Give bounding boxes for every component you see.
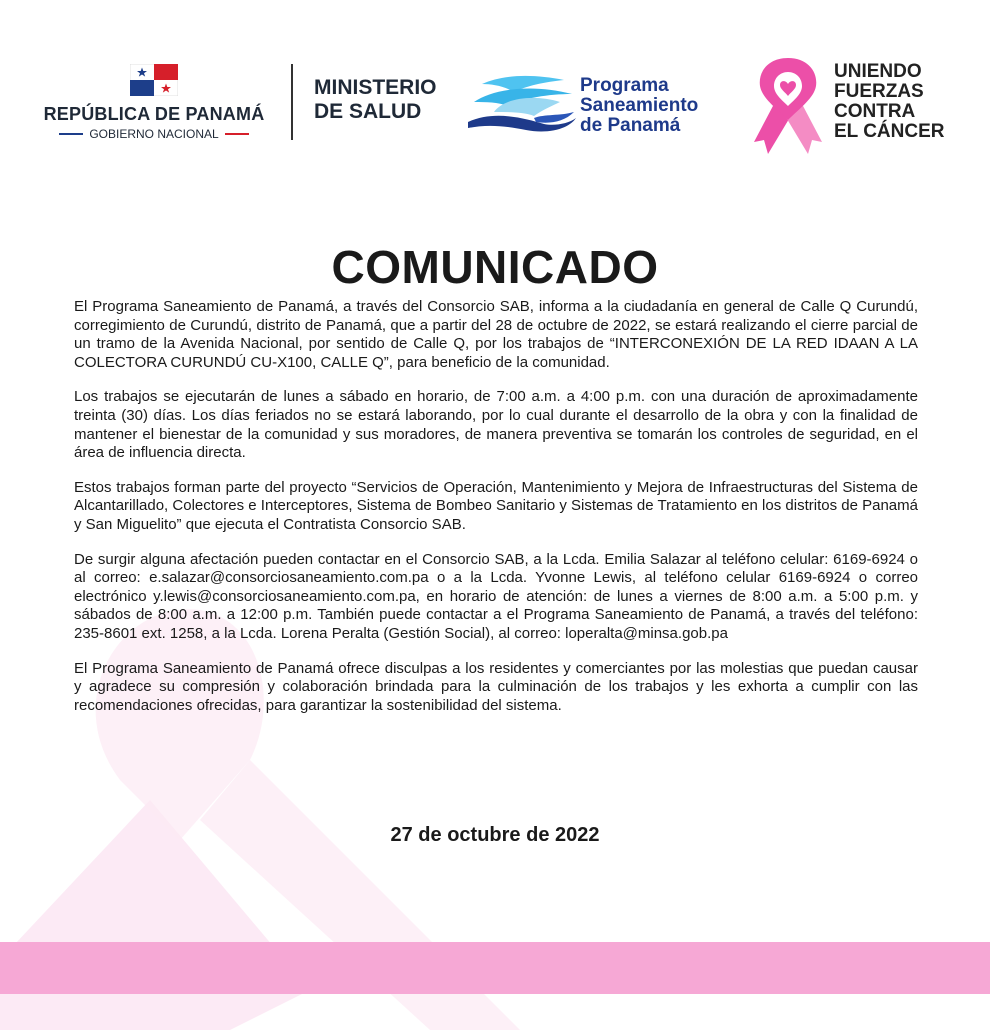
program-line-1: Programa xyxy=(580,75,669,96)
ministry-line-1: MINISTERIO xyxy=(314,76,437,99)
pink-ribbon-heart-icon xyxy=(746,50,830,158)
bottom-pink-stripe xyxy=(0,942,990,994)
campaign-line-1: UNIENDO xyxy=(834,61,922,82)
campaign-name xyxy=(834,62,945,142)
campaign-line-3: CONTRA xyxy=(834,101,916,122)
campaign-line-2: FUERZAS xyxy=(834,81,924,102)
government-subtitle-text: GOBIERNO NACIONAL xyxy=(89,127,219,141)
program-name xyxy=(580,76,698,136)
ministry-line-2: DE SALUD xyxy=(314,100,422,123)
program-line-3: de Panamá xyxy=(580,115,681,136)
communique-body xyxy=(74,298,918,731)
paragraph-1: El Programa Saneamiento de Panamá, a través del Consorcio SAB, informa a la ciudadanía en general de Calle Q Curundú, corregimiento de Curundú, distrito de Panamá, que a partir del 28 de octubre de 2022, se estará realizando el cierre parcial de un tramo de la Avenida Nacional, por sentido de Calle Q, por los trabajos de “INTERCONEXIÓN DE LA RED IDAAN A LA COLECTORA CURUNDÚ CU-X100, CALLE Q”, para beneficio de la comunidad. xyxy=(74,298,918,371)
campaign-line-4: EL CÁNCER xyxy=(834,121,945,142)
dolphin-waves-logo-icon xyxy=(464,72,580,136)
red-dash xyxy=(225,133,249,135)
panama-flag-icon xyxy=(130,64,178,96)
blue-dash xyxy=(59,133,83,135)
ministry-of-health-name xyxy=(314,76,437,124)
paragraph-5: El Programa Saneamiento de Panamá ofrece disculpas a los residentes y comerciantes por las molestias que puedan causar y agradece su compresión y colaboración brindada para la culminación de los trabajos y les exhorta a cumplir con las recomendaciones ofrecidas, para garantizar la sostenibilidad del sistema. xyxy=(74,659,918,714)
program-line-2: Saneamiento xyxy=(580,95,699,116)
paragraph-3: Estos trabajos forman parte del proyecto “Servicios de Operación, Mantenimiento y Mejora de Infraestructuras del Sistema de Alcantarillado, Colectores e Interceptores, Sistema de Bombeo Sanitario y Sistemas de Tratamiento en los distritos de Panamá y San Miguelito” que ejecuta el Contratista Consorcio SAB. xyxy=(74,478,918,533)
header-logos xyxy=(0,0,990,170)
government-subtitle xyxy=(52,127,256,141)
paragraph-4: De surgir alguna afectación pueden contactar en el Consorcio SAB, a la Lcda. Emilia Salazar al teléfono celular: 6169-6924 o al correo: e.salazar@consorciosaneamiento.com.pa o a la Lcda. Yvonne Lewis, al teléfono celular 6169-6924 o correo electrónico y.lewis@consorciosaneamiento.com.pa, en horario de atención: de lunes a viernes de 8:00 a.m. a 5:00 p.m. y sábados de 8:00 a.m. a 12:00 p.m. También puede contactar a el Programa Saneamiento de Panamá, a través del teléfono: 235-8601 ext. 1258, a la Lcda. Lorena Peralta (Gestión Social), al correo: loperalta@minsa.gob.pa xyxy=(74,550,918,642)
paragraph-2: Los trabajos se ejecutarán de lunes a sábado en horario, de 7:00 a.m. a 4:00 p.m. con una duración de aproximadamente treinta (30) días. Los días feriados no se estará laborando, por lo cual durante el desarrollo de la obra y con la finalidad de mantener el bienestar de la comunidad y sus moradores, de manera preventiva se tomarán los controles de seguridad, en el área de influencia directa. xyxy=(74,388,918,462)
communique-title: COMUNICADO xyxy=(331,241,659,293)
header-divider xyxy=(291,64,293,140)
communique-date: 27 de octubre de 2022 xyxy=(390,824,600,846)
republic-title: REPÚBLICA DE PANAMÁ xyxy=(43,104,265,124)
